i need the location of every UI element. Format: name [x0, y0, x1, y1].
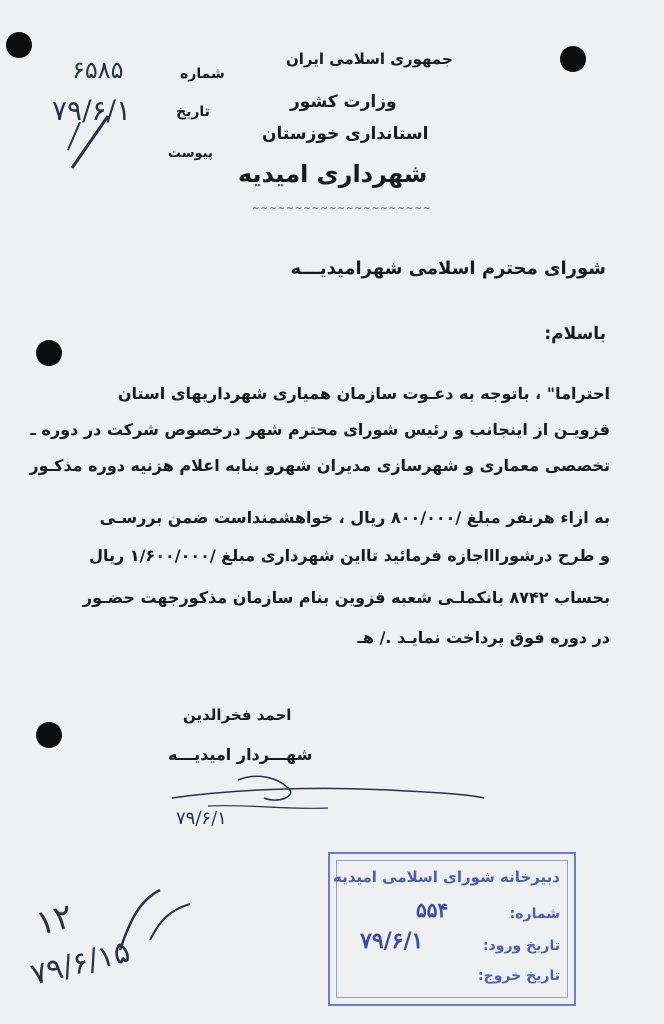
body-line-7: در دوره فوق پرداخت نمایـد ./ هـ [357, 628, 610, 647]
punch-hole-mid-left [36, 340, 62, 366]
letter-recipient: شورای محترم اسلامی شهرامیدیـــه [290, 258, 606, 279]
stamp-header: دبیرخانه شورای اسلامی امیدیه [333, 868, 560, 886]
registry-stamp [328, 852, 576, 1006]
margin-note-scribble [110, 880, 200, 960]
letter-greeting: باسلام: [544, 324, 606, 344]
letterhead-municipality: شهرداری امیدیه [238, 160, 428, 188]
margin-note-date: ۷۹/۶/۱۵ [27, 934, 134, 993]
reference-date-value: ۷۹/۶/۱ [52, 94, 132, 127]
signature-date-note: ۷۹/۶/۱ [176, 808, 227, 829]
reference-date-label: تاریخ [176, 104, 210, 120]
letterhead-ministry: وزارت کشور [290, 92, 397, 112]
reference-date-slash [60, 112, 120, 172]
letterhead-divider: ~~~~~~~~~~~~~~~~~~~~~ [252, 204, 432, 214]
stamp-date-value: ۷۹/۶/۱ [360, 928, 424, 954]
punch-hole-top-left [6, 32, 32, 58]
body-line-4: به ازاء هرنفر مبلغ /۸۰۰/۰۰۰ ریال ، خواهشمنداست ضمن بررسـی [99, 508, 610, 527]
letterhead-emblem: جمهوری اسلامی ایران [286, 50, 453, 68]
signature-name: احمد فخرالدین [183, 706, 292, 724]
body-line-1: احتراما" ، باتوجه به دعـوت سازمان همیاری شهرداریهای استان [117, 384, 610, 403]
reference-number-value: ۶۵۸۵ [72, 56, 124, 84]
signature-title: شهـــردار امیدیـــه [168, 745, 313, 764]
body-line-2: قزویـن از اینجانب و رئیس شورای محترم شهر درخصوص شرکت در دوره ـ [30, 420, 610, 439]
body-line-6: بحساب ۸۷۴۲ بانکملـی شعبه قزوین بنام سازمان مذکورجهت حضـور [82, 588, 610, 607]
stamp-exit-label: تاریخ خروج: [478, 968, 560, 984]
letterhead-province: استانداری خوزستان [262, 124, 429, 144]
margin-note-number: ۱۲ [31, 896, 77, 944]
stamp-number-value: ۵۵۴ [416, 898, 449, 922]
reference-attachment-label: پیوست [168, 146, 213, 161]
stamp-date-label: تاریخ ورود: [482, 938, 560, 954]
reference-number-label: شماره [180, 66, 225, 82]
punch-hole-top-right [560, 46, 586, 72]
body-line-3: تخصصی معماری و شهرسازی مدیران شهرو بنابه اعلام هزنیه دوره مذکـور [29, 456, 610, 475]
punch-hole-lower-left [36, 722, 62, 748]
stamp-number-label: شماره: [509, 906, 560, 922]
body-line-5: و طرح درشوراااجازه فرمائید تااین شهرداری مبلغ /۱/۶۰۰/۰۰۰ ریال [89, 546, 610, 565]
